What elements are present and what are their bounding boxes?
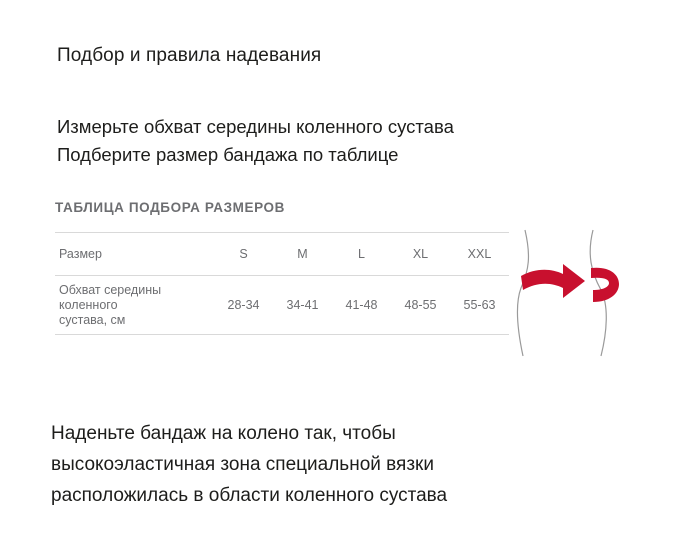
row-value-l: 41-48 bbox=[332, 276, 391, 335]
row-value-xl: 48-55 bbox=[391, 276, 450, 335]
row-label-line-1: Обхват середины bbox=[59, 282, 162, 297]
knee-brace-illustration bbox=[505, 228, 635, 358]
size-table-block bbox=[55, 200, 505, 335]
header-size-xxl: XXL bbox=[450, 233, 509, 276]
table-row bbox=[55, 276, 509, 335]
header-size-l: L bbox=[332, 233, 391, 276]
table-header-row bbox=[55, 233, 509, 276]
row-label bbox=[55, 276, 214, 335]
bottom-line-3: расположилась в области коленного сустава bbox=[51, 485, 448, 506]
header-size-s: S bbox=[214, 233, 273, 276]
row-value-m: 34-41 bbox=[273, 276, 332, 335]
bottom-line-1: Наденьте бандаж на колено так, чтобы bbox=[51, 423, 396, 444]
size-table-title: ТАБЛИЦА ПОДБОРА РАЗМЕРОВ bbox=[55, 200, 285, 215]
header-label: Размер bbox=[55, 233, 214, 276]
bottom-line-2: высокоэластичная зона специальной вязки bbox=[51, 454, 434, 475]
row-label-line-2: коленного bbox=[59, 297, 118, 312]
row-value-s: 28-34 bbox=[214, 276, 273, 335]
row-label-line-3: сустава, см bbox=[59, 312, 126, 327]
row-value-xxl: 55-63 bbox=[450, 276, 509, 335]
header-size-xl: XL bbox=[391, 233, 450, 276]
size-table bbox=[55, 232, 509, 335]
instructions-top bbox=[57, 113, 454, 169]
page-title: Подбор и правила надевания bbox=[57, 45, 322, 66]
instructions-bottom bbox=[51, 418, 447, 511]
instruction-line-2: Подберите размер бандажа по таблице bbox=[57, 144, 399, 165]
instruction-line-1: Измерьте обхват середины коленного сустава bbox=[57, 116, 454, 137]
header-size-m: M bbox=[273, 233, 332, 276]
